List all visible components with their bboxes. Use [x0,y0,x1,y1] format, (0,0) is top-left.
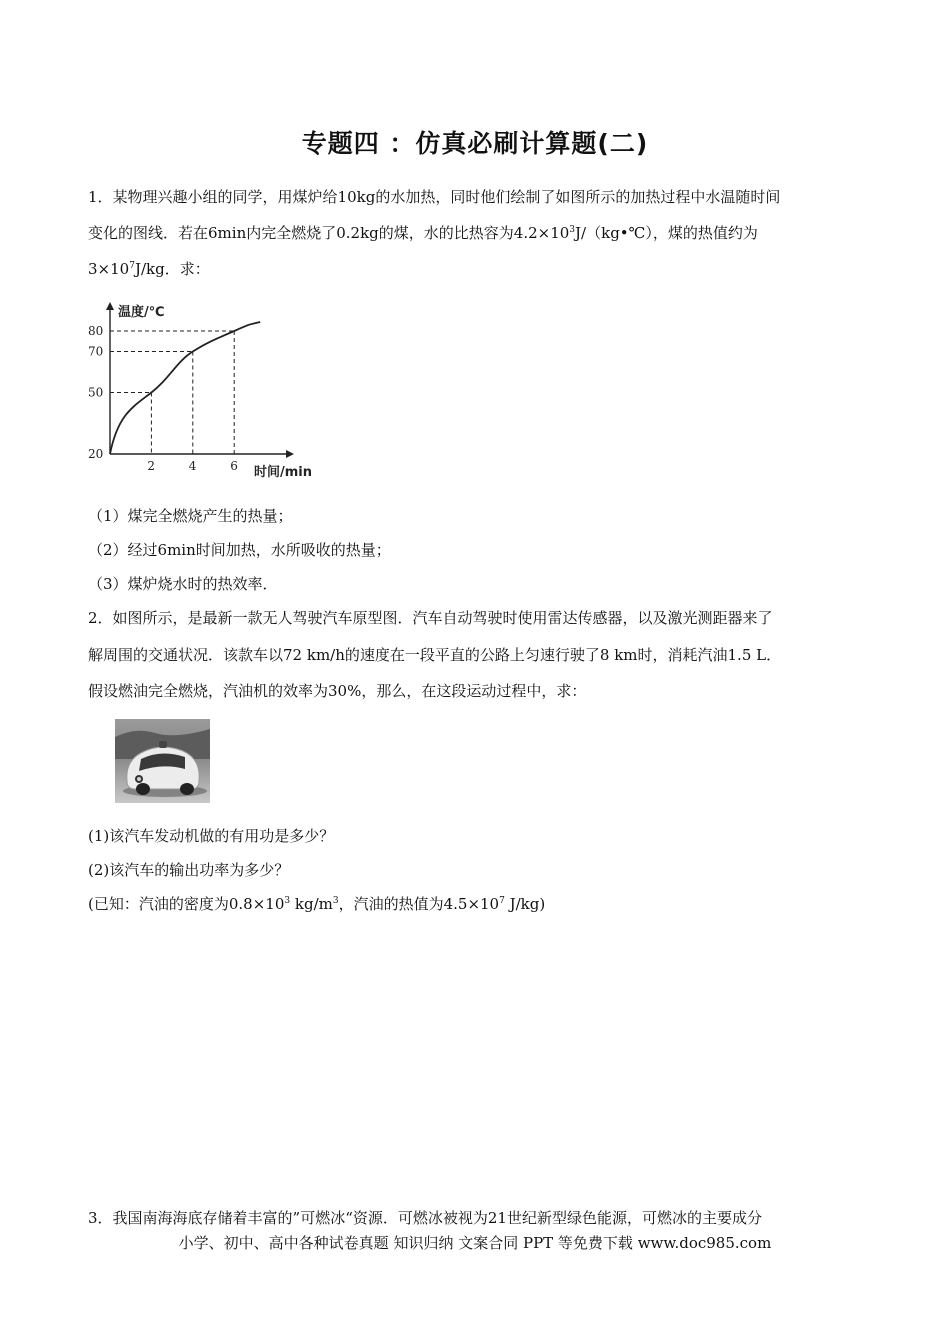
y-tick-label: 80 [88,324,104,338]
x-tick-label: 4 [188,459,197,473]
q2-sub-1: (1)该汽车发动机做的有用功是多少？ [88,827,335,845]
q2-line-3: 假设燃油完全燃烧，汽油机的效率为30%，那么，在这段运动过程中，求： [88,682,587,700]
x-tick-label: 6 [230,459,238,473]
q2-known-values: (已知：汽油的密度为$0.8\times 10^3$ $kg/m^3$，汽油的热值为$4.5\times 10^7$ J/kg) [88,895,546,913]
temperature-curve [110,322,260,454]
x-axis-arrow [286,450,294,458]
q1-sub-1: （1）煤完全燃烧产生的热量； [88,507,293,525]
y-axis-label: 温度/℃ [118,305,165,320]
q1-line-3: $3\times 10^7J/kg$．求： [88,260,210,278]
x-tick-label: 2 [147,459,156,473]
page-title: 专题四 ：仿真必刷计算题(二) [301,129,649,158]
q1-line-1: 1．某物理兴趣小组的同学，用煤炉给10kg的水加热，同时他们绘制了如图所示的加热过程中水温随时间 [88,188,781,206]
q3-line-1: 3．我国南海海底存储着丰富的”可燃冰“资源．可燃冰被视为21世纪新型绿色能源，可燃冰的主要成分 [88,1209,762,1227]
q1-sub-3: （3）煤炉烧水时的热效率． [88,575,278,593]
temperature-time-chart [84,294,324,484]
y-tick-label: 50 [88,385,104,400]
q2-sub-2: (2)该汽车的输出功率为多少？ [88,861,290,879]
y-tick-label: 70 [88,344,104,359]
x-axis-label: 时间/min [254,465,313,480]
q2-line-2: 解周围的交通状况．该款车以72 km/h的速度在一段平直的公路上匀速行驶了8 km时，消耗汽油1.5 L． [88,646,782,664]
y-tick-label: 20 [88,447,104,461]
footer: 小学、初中、高中各种试卷真题 知识归纳 文案合同 PPT 等免费下载 www.doc985.com [178,1234,772,1252]
q1-line-2: 变化的图线．若在6min内完全燃烧了0.2kg的煤，水的比热容为$4.2\times 10^3J/(kg•℃)$，煤的热值约为 [88,224,758,242]
q2-line-1: 2．如图所示，是最新一款无人驾驶汽车原型图．汽车自动驾驶时使用雷达传感器，以及激光测距器来了 [88,609,773,627]
y-axis-arrow [106,302,114,310]
driverless-car-photo [115,719,210,803]
q1-sub-2: （2）经过6min时间加热，水所吸收的热量； [88,541,391,559]
